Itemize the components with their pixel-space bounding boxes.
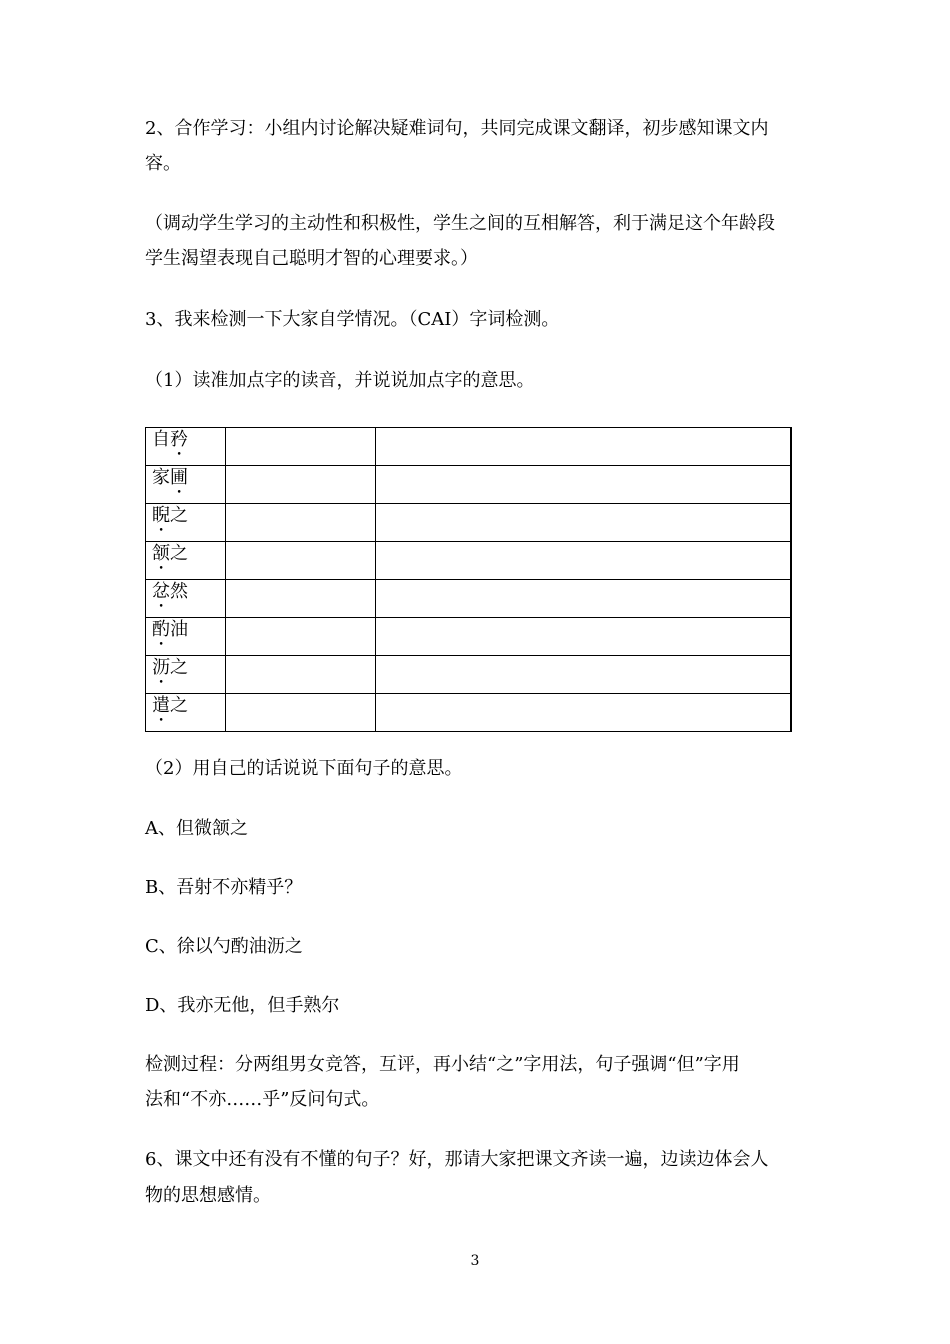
sentence-item-d: D、我亦无他，但手熟尔: [145, 995, 340, 1016]
vocab-word-cell: [146, 466, 226, 504]
sentence-item-c: C、徐以勺酌油沥之: [145, 936, 303, 957]
table-row: [146, 694, 792, 732]
vocab-pronunciation-cell: [226, 694, 376, 732]
vocab-word-cell: [146, 618, 226, 656]
table-row: [146, 656, 792, 694]
paragraph-instruction-2: （2）用自己的话说说下面句子的意思。: [145, 758, 463, 779]
vocab-meaning-cell: [376, 618, 792, 656]
table-row: [146, 580, 792, 618]
sentence-item-b: B、吾射不亦精乎？: [145, 877, 303, 898]
paragraph-cooperative-learning-line2: 容。: [145, 153, 181, 174]
vocab-word-dotted-char: 睨: [152, 505, 170, 526]
paragraph-instruction-1: （1）读准加点字的读音，并说说加点字的意思。: [145, 370, 535, 391]
vocab-word-plain: 家: [152, 467, 170, 488]
vocab-word-dotted-char: 遣: [152, 695, 170, 716]
vocab-word-cell: [146, 504, 226, 542]
paragraph-note-line1: （调动学生学习的主动性和积极性，学生之间的互相解答，利于满足这个年龄段: [145, 213, 775, 234]
paragraph-reading-line1: 6、课文中还有没有不懂的句子？好，那请大家把课文齐读一遍，边读边体会人: [145, 1149, 769, 1170]
paragraph-process-line2: 法和“不亦……乎”反问句式。: [145, 1089, 380, 1110]
vocab-word-dotted-char: 沥: [152, 657, 170, 678]
vocab-word-cell: [146, 542, 226, 580]
vocab-word-plain: 然: [170, 581, 188, 602]
vocab-word-cell: [146, 656, 226, 694]
vocab-word-dotted-char: 颔: [152, 543, 170, 564]
table-row: [146, 428, 792, 466]
vocab-meaning-cell: [376, 580, 792, 618]
vocab-meaning-cell: [376, 542, 792, 580]
vocab-meaning-cell: [376, 466, 792, 504]
vocab-word-plain: 油: [170, 619, 188, 640]
vocab-word-dotted-char: 矜: [170, 429, 188, 450]
vocab-meaning-cell: [376, 694, 792, 732]
vocab-pronunciation-cell: [226, 656, 376, 694]
vocab-word-plain: 自: [152, 429, 170, 450]
vocab-word-plain: 之: [170, 543, 188, 564]
vocab-word-dotted-char: 酌: [152, 619, 170, 640]
paragraph-process-line1: 检测过程：分两组男女竞答，互评，再小结“之”字用法，句子强调“但”字用: [145, 1054, 740, 1075]
vocab-pronunciation-cell: [226, 580, 376, 618]
vocab-meaning-cell: [376, 656, 792, 694]
table-row: [146, 542, 792, 580]
paragraph-reading-line2: 物的思想感情。: [145, 1185, 271, 1206]
vocab-pronunciation-cell: [226, 428, 376, 466]
vocab-word-dotted-char: 忿: [152, 581, 170, 602]
paragraph-note-line2: 学生渴望表现自己聪明才智的心理要求。）: [145, 248, 478, 269]
vocab-word-plain: 之: [170, 657, 188, 678]
vocab-meaning-cell: [376, 428, 792, 466]
vocab-word-dotted-char: 圃: [170, 467, 188, 488]
sentence-item-a: A、但微颔之: [145, 818, 248, 839]
vocab-word-plain: 之: [170, 695, 188, 716]
vocab-pronunciation-cell: [226, 542, 376, 580]
vocab-pronunciation-cell: [226, 618, 376, 656]
paragraph-self-check: 3、我来检测一下大家自学情况。（CAI）字词检测。: [145, 309, 560, 330]
vocab-pronunciation-cell: [226, 504, 376, 542]
vocab-word-plain: 之: [170, 505, 188, 526]
vocab-word-cell: [146, 428, 226, 466]
paragraph-cooperative-learning-line1: 2、合作学习：小组内讨论解决疑难词句，共同完成课文翻译，初步感知课文内: [145, 118, 769, 139]
vocab-meaning-cell: [376, 504, 792, 542]
table-row: [146, 504, 792, 542]
vocab-word-cell: [146, 580, 226, 618]
vocab-pronunciation-cell: [226, 466, 376, 504]
table-row: [146, 466, 792, 504]
table-row: [146, 618, 792, 656]
vocab-word-cell: [146, 694, 226, 732]
page-number: 3: [470, 1253, 480, 1269]
vocab-table: [145, 427, 792, 732]
